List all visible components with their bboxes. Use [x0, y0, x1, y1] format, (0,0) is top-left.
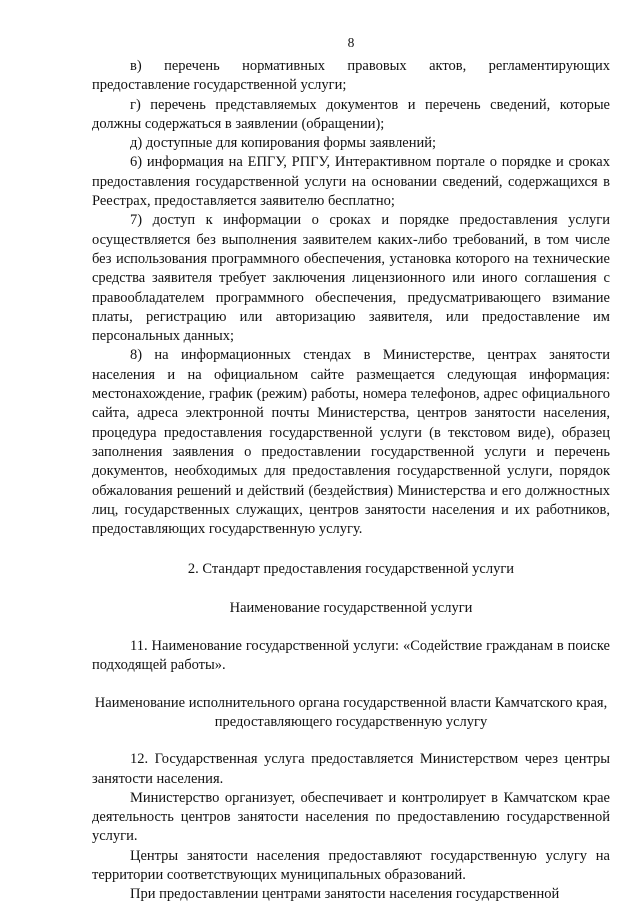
section-heading: 2. Стандарт предоставления государственной услуги [187, 561, 515, 578]
paragraph-7: 7) доступ к информации о сроках и порядке предоставления услуги осуществляется без выполнения заявителем каких-либо требований, в том числе без использования программного обеспечения, установка которого на технические средства заявителя требует заключения лицензионного или иного соглашения с правообладателем программного обеспечения, предусматривающего взимание платы, регистрацию или авторизацию заявителя, или предоставление им персональных данных; [92, 212, 610, 345]
paragraph-d: д) доступные для копирования формы заявлений; [130, 135, 437, 152]
subheading-service-name: Наименование государственной услуги [229, 599, 473, 616]
paragraph-8: 8) на информационных стендах в Министерстве, центрах занятости населения и на официальном сайте размещается следующая информация: местонахождение, график (режим) работы, номера телефонов, адрес официального сайта, адреса электронной почты Министерства, центров занятости населения, процедура предоставления государственной услуги (в текстовом виде), образец заполнения заявления о предоставлении государственной услуги и перечень документов, необходимых для предоставления государственной услуги, порядок обжалования решений и действий (бездействия) Министерства и его должностных лиц, государственных служащих, центров занятости населения и их работников, предоставляющих государственную услугу. [92, 347, 610, 538]
paragraph-centers-provide: Центры занятости населения предоставляют государственную услугу на территории соответствующих муниципальных образований. [92, 847, 610, 883]
paragraph-ministry-organizes: Министерство организует, обеспечивает и контролирует в Камчатском крае деятельность центров занятости населения по предоставлению государственной услуги. [92, 789, 610, 845]
paragraph-11: 11. Наименование государственной услуги: «Содействие гражданам в поиске подходящей работы». [92, 638, 610, 674]
paragraph-v: в) перечень нормативных правовых актов, регламентирующих предоставление государственной услуги; [92, 58, 610, 94]
page-number: 8 [347, 35, 355, 50]
paragraph-g: г) перечень представляемых документов и перечень сведений, которые должны содержаться в заявлении (обращении); [92, 96, 610, 132]
paragraph-6: 6) информация на ЕПГУ, РПГУ, Интерактивном портале о порядке и сроках предоставления государственной услуги на основании сведений, содержащихся в Реестрах, предоставляется заявителю бесплатно; [92, 154, 610, 210]
paragraph-12: 12. Государственная услуга предоставляется Министерством через центры занятости населения. [92, 751, 610, 787]
subheading-executive-body: Наименование исполнительного органа государственной власти Камчатского края, предоставляющего государственную услугу [94, 694, 608, 730]
paragraph-when-providing: При предоставлении центрами занятости населения государственной [130, 886, 560, 903]
